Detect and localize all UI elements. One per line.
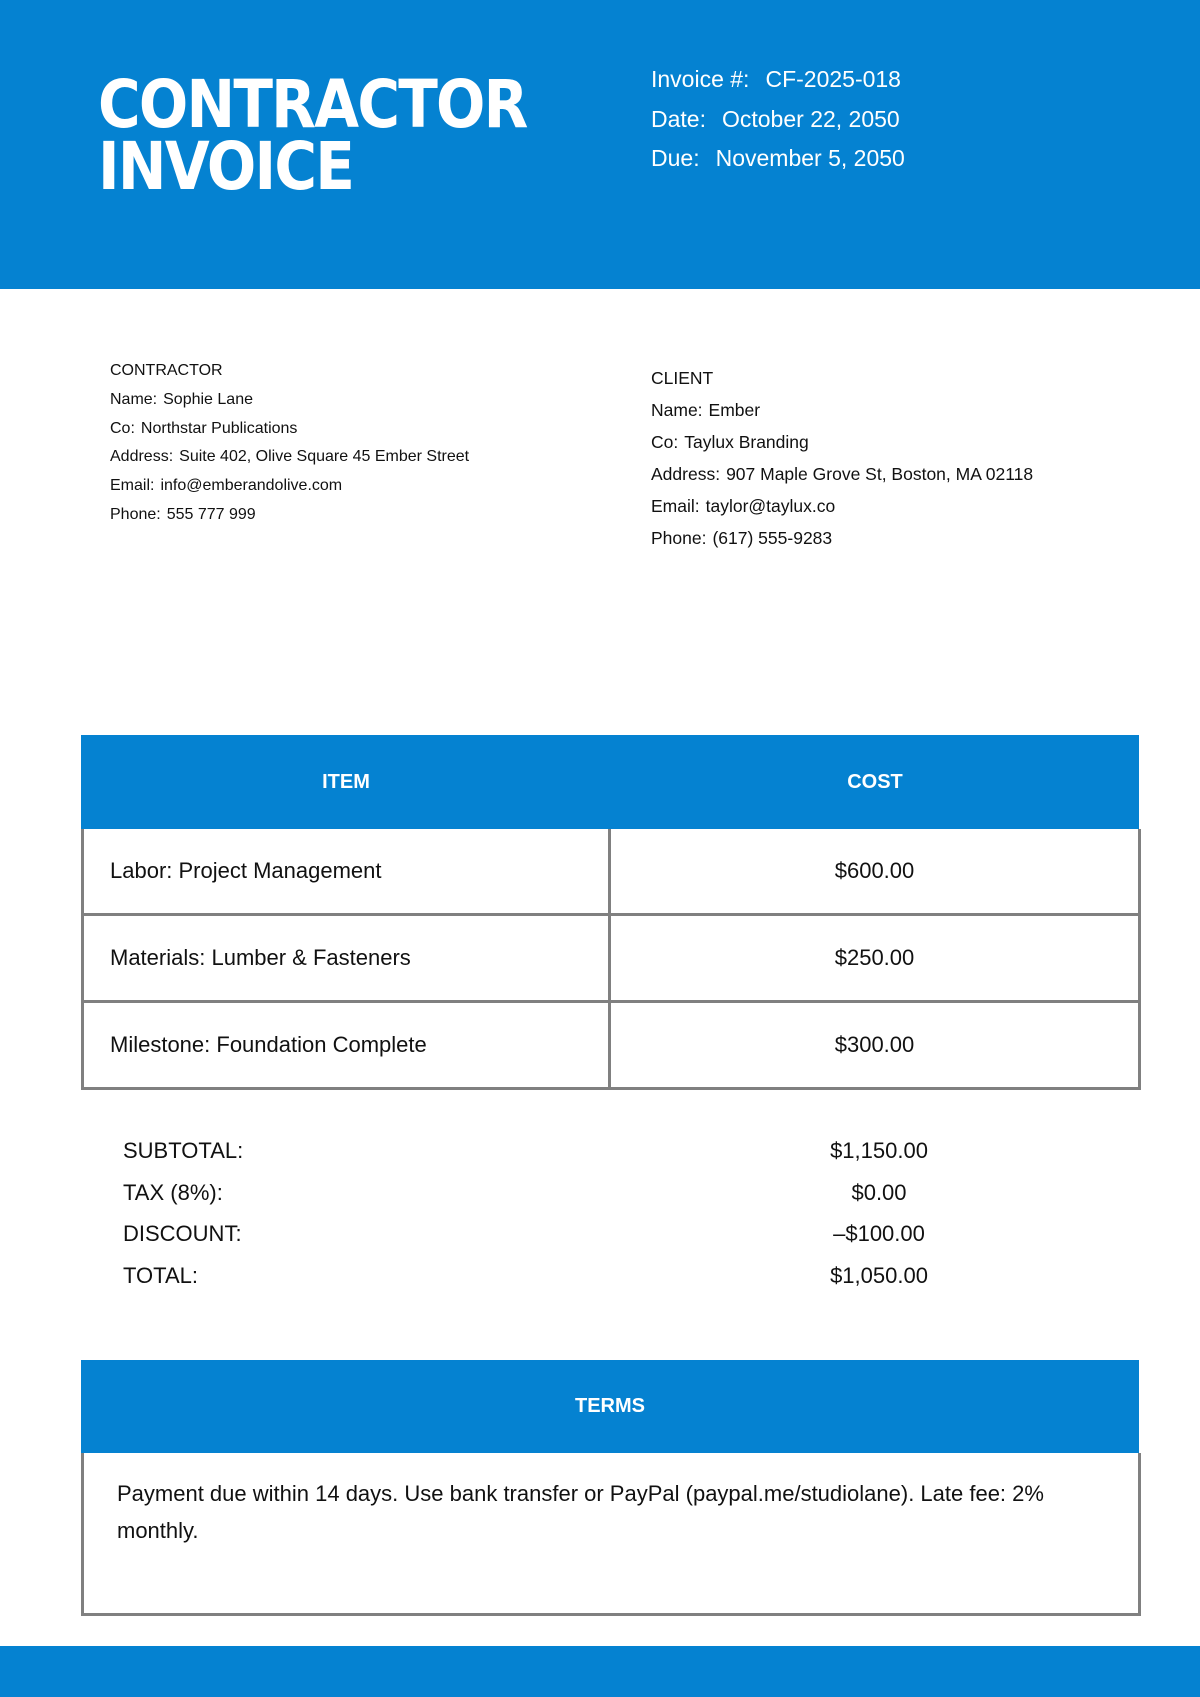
client-phone: Phone: (617) 555-9283 [651,528,833,548]
invoice-meta [651,60,905,179]
total-value: $1,050.00 [830,1262,928,1288]
discount-row: DISCOUNT: –$100.00 [123,1213,1023,1255]
contractor-heading: CONTRACTOR [110,362,223,379]
contractor-phone: Phone: 555 777 999 [110,505,256,523]
contractor-details [110,357,469,530]
client-address: Address: 907 Maple Grove St, Boston, MA 02118 [651,464,1034,484]
client-details [651,362,1033,554]
terms-header: TERMS [81,1360,1139,1453]
invoice-number: CF-2025-018 [765,66,901,92]
terms-text: Payment due within 14 days. Use bank transfer or PayPal (paypal.me/studiolane). Late fee: 2% monthly. [117,1481,1044,1543]
footer-bar [0,1646,1200,1697]
invoice-date: October 22, 2050 [721,105,900,132]
items-table-header [81,735,1139,829]
table-row [84,1000,1138,1087]
client-email: Email: taylor@taylux.co [651,496,836,516]
invoice-title: CONTRACTOR INVOICE [98,66,527,205]
subtotal-value: $1,150.00 [830,1138,928,1163]
totals-summary [123,1130,1023,1296]
item-column-header: ITEM [322,771,370,793]
client-name: Name: Ember [651,400,761,420]
item-cell: Materials: Lumber & Fasteners [84,916,611,1000]
cost-cell: $300.00 [834,1032,915,1057]
invoice-due-row: Due: November 5, 2050 [651,145,905,171]
item-cell: Milestone: Foundation Complete [84,1003,611,1087]
table-row [84,829,1138,913]
terms-box [81,1453,1141,1616]
contractor-address: Address: Suite 402, Olive Square 45 Ember Street [110,448,470,466]
items-table [81,829,1141,1090]
tax-value: $0.00 [851,1179,907,1205]
contractor-email: Email: info@emberandolive.com [110,477,343,495]
client-heading: CLIENT [651,368,714,388]
table-row [84,913,1138,1000]
cost-cell: $600.00 [834,858,915,883]
cost-cell: $250.00 [834,945,915,970]
item-cell: Labor: Project Management [84,829,611,913]
contractor-company: Co: Northstar Publications [110,419,298,437]
invoice-due-date: November 5, 2050 [715,145,905,171]
total-row: TOTAL: $1,050.00 [123,1255,1023,1297]
header-banner [0,0,1200,289]
contractor-name: Name: Sophie Lane [110,390,253,408]
client-company: Co: Taylux Branding [651,432,809,452]
subtotal-row: SUBTOTAL: $1,150.00 [123,1130,1023,1172]
discount-value: –$100.00 [833,1221,925,1246]
cost-column-header: COST [847,771,903,793]
invoice-date-row: Date: October 22, 2050 [651,105,900,132]
invoice-number-row: Invoice #: CF-2025-018 [651,66,901,92]
tax-row: TAX (8%): $0.00 [123,1172,1023,1214]
